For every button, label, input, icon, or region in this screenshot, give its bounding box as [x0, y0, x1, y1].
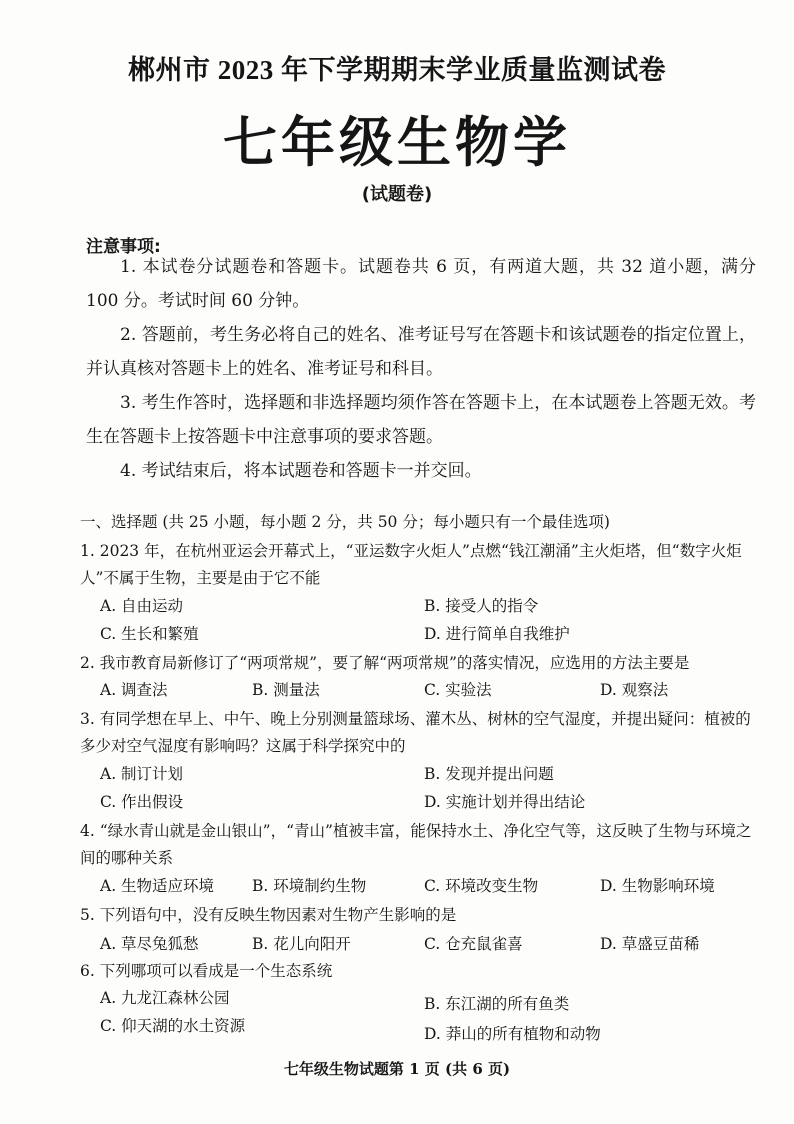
notice-item [86, 454, 756, 488]
exam-title: 郴州市 2023 年下学期期末学业质量监测试卷 [128, 55, 666, 85]
answer-option: C. 仓充鼠雀喜 [424, 935, 523, 953]
answer-option: A. 调查法 [100, 681, 168, 699]
notice-item-text: 1. 本试卷分试题卷和答题卡。试题卷共 6 页，有两道大题，共 32 道小题，满分 100 分。考试时间 60 分钟。 [86, 257, 756, 311]
question-stem: 3. 有同学想在早上、中午、晚上分别测量篮球场、灌木丛、树林的空气湿度，并提出疑问：植被的多少对空气湿度有影响吗？这属于科学探究中的 [80, 710, 751, 755]
notice-item-text: 4. 考试结束后，将本试题卷和答题卡一并交回。 [120, 461, 482, 481]
question-stem: 4. “绿水青山就是金山银山”，“青山”植被丰富，能保持水土、净化空气等，这反映了生物与环境之间的哪种关系 [80, 822, 752, 867]
answer-option: D. 实施计划并得出结论 [424, 793, 586, 811]
notice-item [86, 386, 756, 454]
answer-option: C. 仰天湖的水土资源 [100, 1017, 246, 1035]
question-stem: 5. 下列语句中，没有反映生物因素对生物产生影响的是 [80, 906, 457, 924]
notice-item [86, 250, 756, 318]
paper-type-label: (试题卷) [361, 184, 433, 205]
answer-option: C. 实验法 [424, 681, 492, 699]
answer-option: D. 进行简单自我维护 [424, 625, 570, 643]
answer-option: B. 花儿向阳开 [252, 935, 351, 953]
notice-item-text: 2. 答题前，考生务必将自己的姓名、准考证号写在答题卡和该试题卷的指定位置上，并认真核对答题卡上的姓名、准考证号和科目。 [86, 325, 756, 379]
answer-option: A. 草尽兔狐愁 [100, 935, 199, 953]
section-heading: 一、选择题 (共 25 小题，每小题 2 分，共 50 分；每小题只有一个最佳选项) [80, 513, 610, 531]
answer-option: B. 发现并提出问题 [424, 765, 554, 783]
answer-option: D. 莽山的所有植物和动物 [424, 1025, 601, 1043]
notice-heading: 注意事项: [86, 237, 161, 257]
answer-option: C. 作出假设 [100, 793, 184, 811]
answer-option: B. 东江湖的所有鱼类 [424, 995, 570, 1013]
answer-option: B. 测量法 [252, 681, 320, 699]
question-stem: 1. 2023 年，在杭州亚运会开幕式上，“亚运数字火炬人”点燃“钱江潮涌”主火炬塔，但“数字火炬人”不属于生物，主要是由于它不能 [80, 542, 742, 587]
question-stem: 6. 下列哪项可以看成是一个生态系统 [80, 962, 333, 980]
answer-option: D. 生物影响环境 [600, 877, 715, 895]
question-stem: 2. 我市教育局新修订了“两项常规”，要了解“两项常规”的落实情况，应选用的方法主要是 [80, 654, 690, 672]
notice-item [86, 318, 756, 386]
page-footer: 七年级生物试题第 1 页 (共 6 页) [283, 1060, 511, 1078]
answer-option: B. 环境制约生物 [252, 877, 367, 895]
answer-option: B. 接受人的指令 [424, 597, 539, 615]
answer-option: D. 观察法 [600, 681, 669, 699]
answer-option: C. 环境改变生物 [424, 877, 539, 895]
answer-option: D. 草盛豆苗稀 [600, 935, 700, 953]
notice-item-text: 3. 考生作答时，选择题和非选择题均须作答在答题卡上，在本试题卷上答题无效。考生在答题卡上按答题卡中注意事项的要求答题。 [86, 393, 756, 447]
answer-option: A. 九龙江森林公园 [100, 989, 230, 1007]
answer-option: A. 生物适应环境 [100, 877, 215, 895]
answer-option: C. 生长和繁殖 [100, 625, 199, 643]
answer-option: A. 制订计划 [100, 765, 184, 783]
answer-option: A. 自由运动 [100, 597, 184, 615]
subject-title: 七年级生物学 [223, 111, 571, 174]
